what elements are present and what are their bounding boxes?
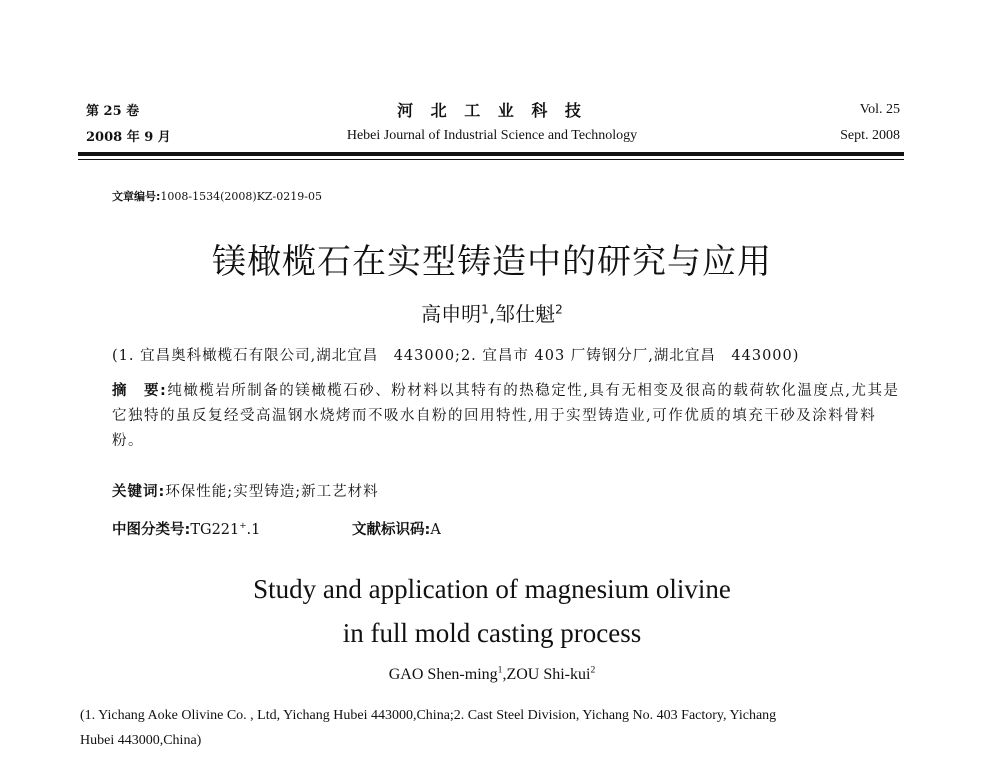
title-en-line1: Study and application of magnesium olivine [253,574,731,604]
author-cn-sep: , [488,302,496,326]
author-en-2: ZOU Shi-kui [506,666,591,683]
doc-code [352,518,441,539]
abstract-cn-label: 摘 要: [112,383,168,399]
keywords-cn-label: 关键词: [112,484,166,500]
author-en-1: GAO Shen-ming [388,666,498,683]
article-id-label: 文章编号: [112,190,161,203]
abstract-cn [112,379,902,454]
abstract-cn-text: 纯橄榄岩所制备的镁橄榄石砂、粉材料以其特有的热稳定性,具有无相变及很高的载荷软化温度点,尤其是它独特的虽反复经受高温钢水烧烤而不吸水自粉的回用特性,用于实型铸造业,可作优质的填充干砂及涂料骨料粉。 [112,383,900,449]
author-cn-2-sup: 2 [555,302,563,317]
doc-label: 文献标识码: [352,522,431,538]
clc-label: 中图分类号: [112,522,191,538]
author-cn-2: 邹仕魁 [495,302,556,326]
journal-title-en: Hebei Journal of Industrial Science and Technology [346,128,638,143]
author-cn-1-sup: 1 [481,302,489,317]
header-rule-thin [78,159,904,160]
affiliation-cn: (1. 宜昌奥科橄榄石有限公司,湖北宜昌 443000;2. 宜昌市 403 厂铸钢分厂,湖北宜昌 443000) [112,348,800,364]
author-en-1-sup: 1 [497,664,503,676]
authors-cn [0,298,984,327]
title-cn: 镁橄榄石在实型铸造中的研究与应用 [212,242,772,282]
clc-value: TG221 [190,522,240,538]
clc-sup: + [239,521,247,532]
doc-value: A [430,522,441,538]
authors-en [0,666,984,684]
article-id [112,188,322,204]
author-en-sep: , [502,666,507,683]
keywords-cn [112,480,379,501]
volume-en: Vol. 25 [859,102,900,117]
clc-suffix: .1 [246,522,261,538]
clc-code [112,518,260,539]
author-cn-1: 高申明 [421,302,482,326]
journal-title-cn: 河 北 工 业 科 技 [397,101,587,120]
affiliation-en-line2: Hubei 443000,China) [80,733,202,748]
title-en-line2: in full mold casting process [342,618,642,648]
date-cn: 2008 年 9 月 [86,130,171,145]
header-rule-thick [78,152,904,156]
article-id-value: 1008-1534(2008)KZ-0219-05 [160,190,322,203]
keywords-cn-text: 环保性能;实型铸造;新工艺材料 [165,484,379,500]
volume-cn: 第 25 卷 [86,104,140,119]
author-en-2-sup: 2 [590,664,596,676]
date-en: Sept. 2008 [840,128,900,143]
affiliation-en-line1: (1. Yichang Aoke Olivine Co. , Ltd, Yichang Hubei 443000,China;2. Cast Steel Division, Yichang No. 403 Factory, Yichang [80,708,777,723]
